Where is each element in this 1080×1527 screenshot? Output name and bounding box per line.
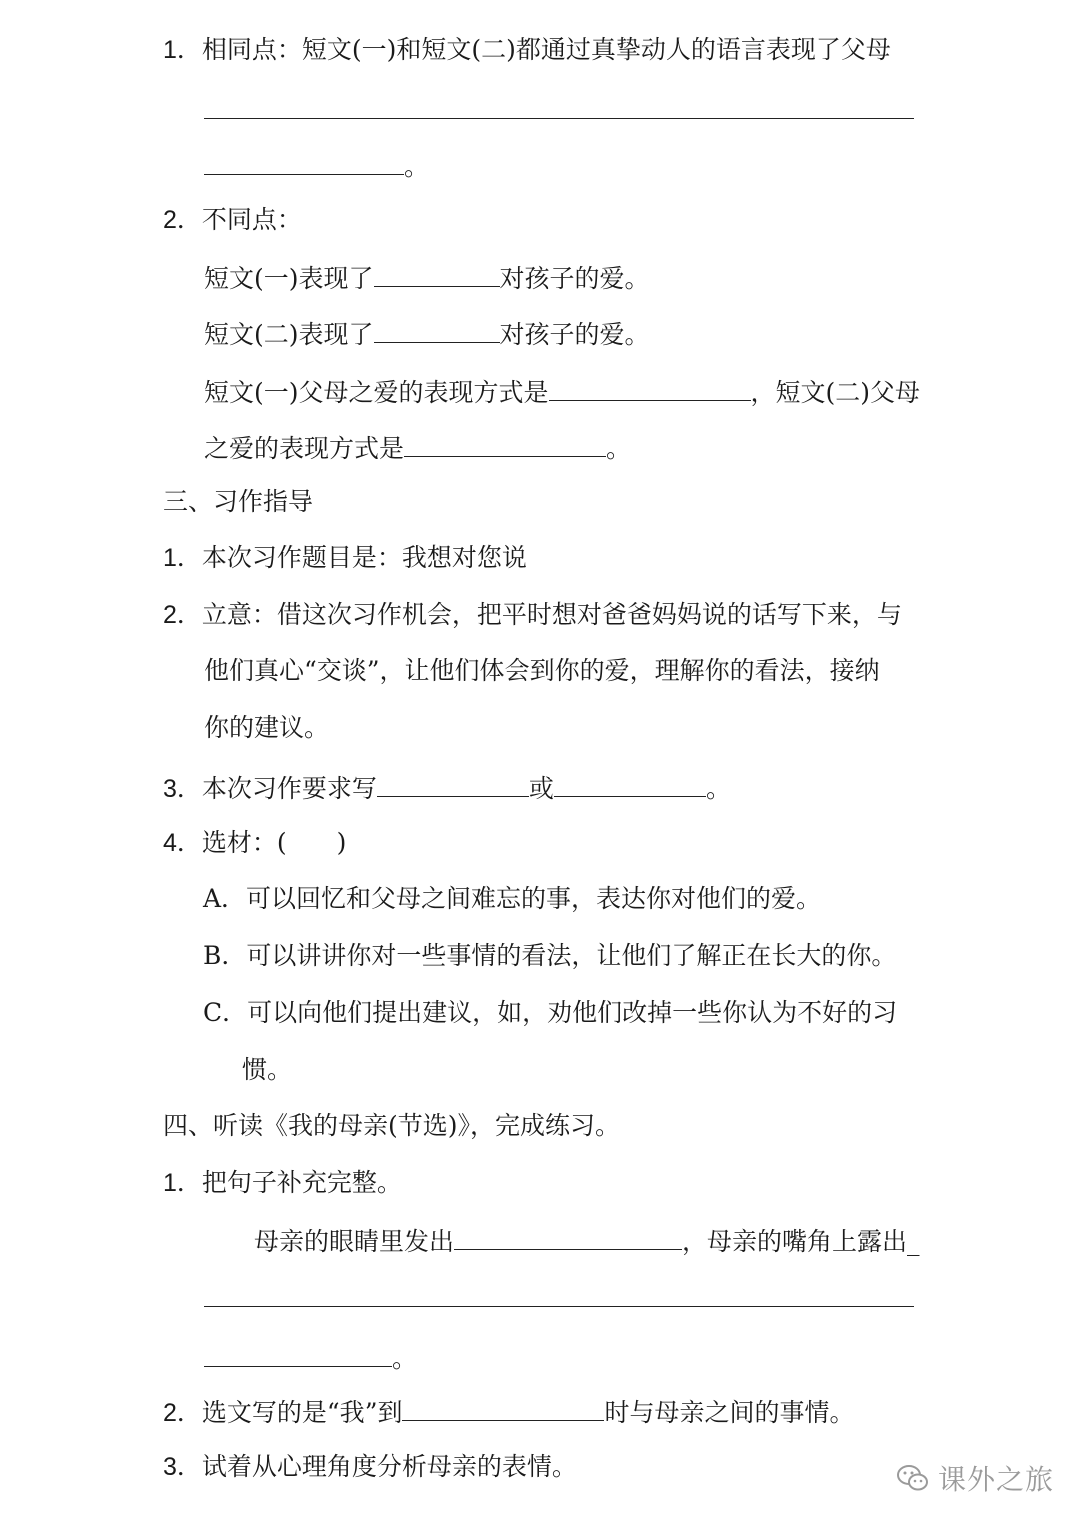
q2-line-1 <box>204 258 650 297</box>
sec3-item4-text[interactable]: 选材：( ) <box>201 828 347 857</box>
q2-line3-post: ，短文(二)父母 <box>750 378 921 407</box>
q2-line1-post: 对孩子的爱。 <box>499 264 650 293</box>
sentence-blank-3[interactable] <box>204 1338 392 1367</box>
sec3-item1-text: 本次习作题目是：我想对您说 <box>201 543 527 572</box>
q2-title: 不同点： <box>201 205 302 234</box>
sec4-item2-post: 时与母亲之间的事情。 <box>604 1398 855 1427</box>
sec4-item1-number: 1． <box>163 1169 202 1197</box>
option-b[interactable]: B．可以讲讲你对一些事情的看法，让他们了解正在长大的你。 <box>203 941 897 970</box>
option-c-continued: 惯。 <box>242 1055 293 1084</box>
q2-number: 2． <box>163 206 202 234</box>
sec4-item-3 <box>163 1449 577 1485</box>
sec4-item1-sentence <box>254 1221 920 1260</box>
q1-answer-line-2 <box>204 146 429 185</box>
sec4-item2-blank[interactable] <box>402 1392 604 1421</box>
sentence-tail: _ <box>907 1227 920 1256</box>
sec4-item-1 <box>163 1165 402 1201</box>
sec3-item3-pre: 本次习作要求写 <box>201 774 377 803</box>
sentence-pre: 母亲的眼睛里发出 <box>254 1227 455 1256</box>
sec4-item2-pre: 选文写的是“我”到 <box>201 1398 403 1427</box>
q2-line2-pre: 短文(二)表现了 <box>204 320 374 349</box>
sec3-item3-post: 。 <box>705 774 731 803</box>
q2-line4-pre: 之爱的表现方式是 <box>204 434 405 463</box>
q2-line3-pre: 短文(一)父母之爱的表现方式是 <box>204 378 549 407</box>
q2-line-4 <box>204 428 631 467</box>
wechat-icon <box>896 1463 930 1493</box>
sec3-item-2-line2: 他们真心“交谈”，让他们体会到你的爱，理解你的看法，接纳 <box>204 656 880 685</box>
sec3-item3-number: 3． <box>163 775 202 803</box>
q1-text: 相同点：短文(一)和短文(二)都通过真挚动人的语言表现了父母 <box>201 35 891 64</box>
q1-answer-blank-2[interactable] <box>204 146 404 175</box>
q1-line <box>163 32 891 68</box>
section-4-heading: 四、听读《我的母亲(节选)》，完成练习。 <box>163 1111 621 1140</box>
sec3-item2-text1: 立意：借这次习作机会，把平时想对爸爸妈妈说的话写下来，与 <box>201 600 902 629</box>
q2-line-3 <box>204 372 920 411</box>
sec3-item4-number: 4． <box>163 829 202 857</box>
sentence-end-mark: 。 <box>392 1344 418 1373</box>
sec3-item1-number: 1． <box>163 544 202 572</box>
q1-number: 1． <box>163 36 202 64</box>
section-3-heading: 三、习作指导 <box>163 487 314 516</box>
q2-blank-4[interactable] <box>404 428 606 457</box>
sec4-item1-text: 把句子补充完整。 <box>201 1168 402 1197</box>
option-a[interactable]: A．可以回忆和父母之间难忘的事，表达你对他们的爱。 <box>203 884 822 913</box>
sentence-blank-1[interactable] <box>454 1221 682 1250</box>
option-c[interactable]: C．可以向他们提出建议，如，劝他们改掉一些你认为不好的习 <box>203 998 898 1027</box>
sentence-mid: ，母亲的嘴角上露出 <box>682 1227 908 1256</box>
sec3-item3-mid: 或 <box>528 774 554 803</box>
q2-line2-post: 对孩子的爱。 <box>499 320 650 349</box>
watermark <box>896 1458 1054 1498</box>
sec4-item3-number: 3． <box>163 1453 202 1481</box>
q2-blank-1[interactable] <box>374 258 500 287</box>
sec3-item-3 <box>163 768 731 807</box>
sec3-item3-blank-1[interactable] <box>377 768 529 797</box>
sec3-item-4 <box>163 825 346 861</box>
q1-answer-blank-1[interactable] <box>204 118 914 119</box>
sentence-end-line <box>204 1338 417 1377</box>
q2-line4-post: 。 <box>606 434 632 463</box>
watermark-text: 课外之旅 <box>938 1463 1055 1496</box>
q2-blank-2[interactable] <box>374 314 500 343</box>
q2-line-2 <box>204 314 650 353</box>
sec3-item-1 <box>163 540 527 576</box>
q2-title-line <box>163 202 302 238</box>
sec3-item-2-line1 <box>163 597 902 633</box>
sec3-item3-blank-2[interactable] <box>554 768 706 797</box>
sec4-item2-number: 2． <box>163 1399 202 1427</box>
q2-line1-pre: 短文(一)表现了 <box>204 264 374 293</box>
sec3-item-2-line3: 你的建议。 <box>204 713 330 742</box>
sentence-blank-2[interactable] <box>204 1306 914 1307</box>
q2-blank-3[interactable] <box>549 372 751 401</box>
sec4-item-2 <box>163 1392 854 1431</box>
sec4-item3-text: 试着从心理角度分析母亲的表情。 <box>201 1452 577 1481</box>
sec3-item2-number: 2． <box>163 601 202 629</box>
q1-end-mark: 。 <box>404 152 430 181</box>
